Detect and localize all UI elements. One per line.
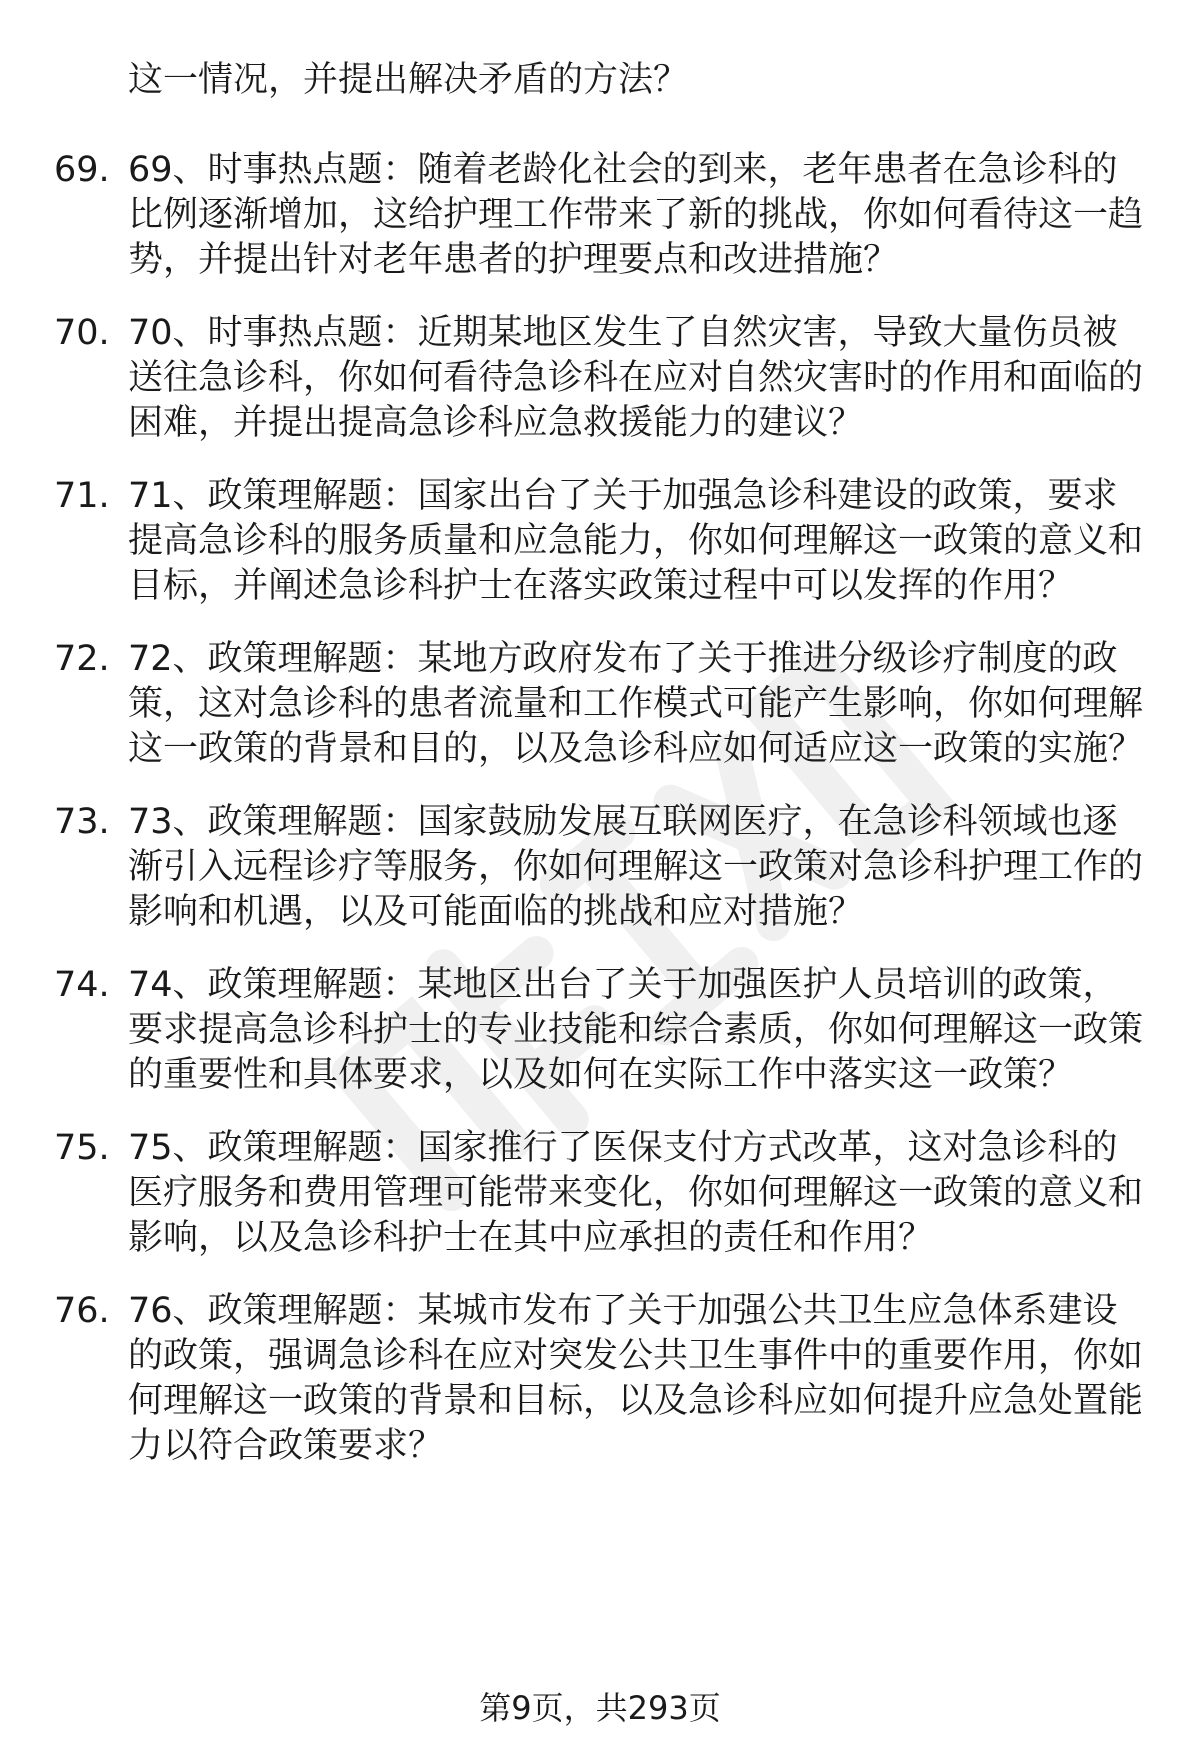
question-item	[0, 311, 1200, 446]
question-number: 69.	[54, 150, 110, 190]
question-item	[0, 1126, 1200, 1261]
question-number: 75.	[54, 1128, 110, 1168]
question-number: 76.	[54, 1291, 110, 1331]
question-item	[0, 1289, 1200, 1469]
question-text: 71、政策理解题：国家出台了关于加强急诊科建设的政策，要求提高急诊科的服务质量和应急能力，你如何理解这一政策的意义和目标，并阐述急诊科护士在落实政策过程中可以发挥的作用？	[128, 476, 1144, 606]
page-footer: 第9页，共293页	[479, 1689, 721, 1727]
question-number: 73.	[54, 802, 110, 842]
question-item	[0, 800, 1200, 935]
question-number: 72.	[54, 639, 110, 679]
continuation-text: 这一情况，并提出解决矛盾的方法？	[128, 60, 689, 100]
question-number: 74.	[54, 965, 110, 1005]
question-text: 69、时事热点题：随着老龄化社会的到来，老年患者在急诊科的比例逐渐增加，这给护理工作带来了新的挑战，你如何看待这一趋势，并提出针对老年患者的护理要点和改进措施？	[128, 150, 1144, 280]
question-text: 75、政策理解题：国家推行了医保支付方式改革，这对急诊科的医疗服务和费用管理可能带来变化，你如何理解这一政策的意义和影响，以及急诊科护士在其中应承担的责任和作用？	[128, 1128, 1144, 1258]
question-text: 74、政策理解题：某地区出台了关于加强医护人员培训的政策，要求提高急诊科护士的专业技能和综合素质，你如何理解这一政策的重要性和具体要求，以及如何在实际工作中落实这一政策？	[128, 965, 1144, 1095]
question-list	[0, 148, 1200, 1497]
question-text: 73、政策理解题：国家鼓励发展互联网医疗，在急诊科领域也逐渐引入远程诊疗等服务，你如何理解这一政策对急诊科护理工作的影响和机遇，以及可能面临的挑战和应对措施？	[128, 802, 1144, 932]
question-item	[0, 637, 1200, 772]
question-text: 76、政策理解题：某城市发布了关于加强公共卫生应急体系建设的政策，强调急诊科在应对突发公共卫生事件中的重要作用，你如何理解这一政策的背景和目标，以及急诊科应如何提升应急处置能力以符合政策要求？	[128, 1291, 1144, 1466]
question-item	[0, 148, 1200, 283]
question-number: 70.	[54, 313, 110, 353]
question-number: 71.	[54, 476, 110, 516]
question-item	[0, 963, 1200, 1098]
question-text: 72、政策理解题：某地方政府发布了关于推进分级诊疗制度的政策，这对急诊科的患者流量和工作模式可能产生影响，你如何理解这一政策的背景和目的，以及急诊科应如何适应这一政策的实施？	[128, 639, 1144, 769]
question-item	[0, 474, 1200, 609]
question-text: 70、时事热点题：近期某地区发生了自然灾害，导致大量伤员被送往急诊科，你如何看待急诊科在应对自然灾害时的作用和面临的困难，并提出提高急诊科应急救援能力的建议？	[128, 313, 1144, 443]
